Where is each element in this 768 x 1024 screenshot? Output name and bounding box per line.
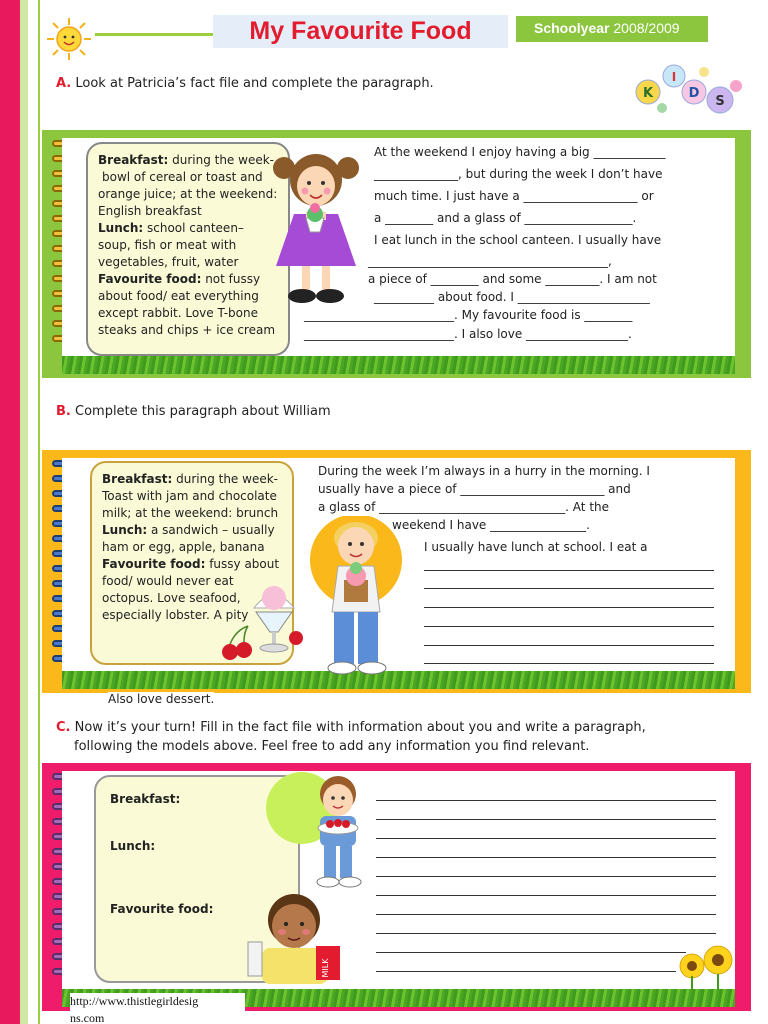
instruction-b-text: Complete this paragraph about William	[75, 404, 331, 419]
lunch-label: Lunch:	[110, 839, 156, 853]
milk-carton-label: MILK	[321, 958, 330, 978]
answer-line[interactable]	[376, 895, 716, 896]
paragraph-a-line-3: much time. I just have a ___________________ or	[374, 189, 654, 203]
answer-line[interactable]	[376, 914, 716, 915]
instruction-c-letter: C.	[56, 720, 71, 735]
paragraph-a-line-7: a piece of ________ and some _________. I am not	[368, 272, 657, 286]
answer-line[interactable]	[376, 971, 676, 972]
title-banner	[213, 15, 508, 48]
paragraph-a-line-8: __________ about food. I ______________________	[374, 290, 650, 304]
answer-line[interactable]	[376, 819, 716, 820]
kids-letter-i: I	[671, 70, 677, 84]
favourite-food-text: not fussy about food/ eat everything except rabbit. Love T-bone steaks and chips + ice cream	[98, 272, 276, 337]
instruction-a-letter: A.	[56, 76, 72, 91]
answer-line[interactable]	[424, 645, 714, 646]
breakfast-label: Breakfast:	[98, 153, 169, 167]
breakfast-detail: Toast with jam and chocolate milk; at the weekend: brunch	[102, 489, 279, 520]
paragraph-a-line-1: At the weekend I enjoy having a big ____________	[374, 145, 666, 159]
paragraph-b-line-1: During the week I’m always in a hurry in the morning. I	[318, 464, 650, 478]
paragraph-b	[318, 462, 650, 534]
paragraph-a-end	[304, 306, 632, 344]
favourite-food-label: Favourite food:	[102, 557, 206, 571]
paragraph-a-line-10: _________________________. I also love _________________.	[304, 327, 632, 341]
fact-file-overflow-text: Also love dessert.	[108, 692, 215, 706]
sun-icon	[44, 16, 94, 62]
instruction-b-letter: B.	[56, 404, 71, 419]
paragraph-b-line-5: I usually have lunch at school. I eat a	[424, 540, 648, 554]
paragraph-a	[374, 141, 665, 251]
source-credit-link[interactable]	[70, 993, 245, 1024]
breakfast-label: Breakfast:	[110, 792, 181, 806]
schoolyear-value: 2008/2009	[613, 20, 680, 36]
answer-line[interactable]	[424, 570, 714, 571]
answer-line[interactable]	[376, 933, 716, 934]
instruction-c-text-2: following the models above. Feel free to add any information you find relevant.	[74, 739, 590, 754]
paragraph-a-line-2: ______________, but during the week I don’t have	[374, 167, 663, 181]
kids-letter-d: D	[688, 86, 700, 101]
answer-line[interactable]	[424, 607, 714, 608]
favourite-food-text: fussy about food/ would never eat octopus. Love seafood, especially lobster. A pity	[102, 557, 280, 622]
answer-line[interactable]	[424, 663, 714, 664]
paragraph-a-line-5: I eat lunch in the school canteen. I usually have	[374, 233, 662, 247]
breakfast-detail: bowl of cereal or toast and orange juice; at the weekend: English breakfast	[98, 170, 278, 218]
answer-line[interactable]	[376, 800, 716, 801]
left-green-strip	[20, 0, 28, 1024]
page-title: My Favourite Food	[249, 17, 472, 45]
answer-line[interactable]	[424, 588, 714, 589]
left-pink-strip	[0, 0, 20, 1024]
breakfast-label: Breakfast:	[102, 472, 173, 486]
instruction-a-text: Look at Patricia’s fact file and complete the paragraph.	[75, 76, 434, 91]
paragraph-a-line-9: _________________________. My favourite food is ________	[304, 308, 633, 322]
boy-with-cake-illustration	[310, 516, 404, 676]
kids-letter-s: S	[715, 94, 725, 109]
header-divider	[95, 33, 220, 36]
kids-logo	[632, 62, 744, 122]
instruction-c-text-1: Now it’s your turn! Fill in the fact file with information about you and write a paragraph,	[74, 720, 646, 735]
answer-line[interactable]	[376, 952, 686, 953]
schoolyear-label: Schoolyear	[534, 20, 610, 36]
flowers-icon	[676, 944, 738, 990]
answer-line[interactable]	[376, 857, 716, 858]
paragraph-b-line-2: usually have a piece of ________________________ and	[318, 482, 631, 496]
girl-with-cherries-illustration	[258, 770, 374, 894]
girl-with-ice-cream-illustration	[266, 146, 366, 312]
credit-line-1: http://www.thistlegirldesig	[70, 994, 199, 1008]
schoolyear-badge	[516, 16, 708, 42]
boy-with-milk-illustration	[240, 890, 352, 986]
favourite-food-label: Favourite food:	[98, 272, 202, 286]
breakfast-text: during the week-	[172, 472, 278, 486]
fact-file-patricia	[86, 142, 290, 356]
answer-line[interactable]	[376, 876, 716, 877]
paragraph-b-line-3: a glass of _______________________________. At the	[318, 500, 610, 514]
lunch-text: school canteen– soup, fish or meat with vegetables, fruit, water	[98, 221, 244, 269]
lunch-label: Lunch:	[98, 221, 144, 235]
lunch-label: Lunch:	[102, 523, 148, 537]
sundae-illustration	[214, 572, 306, 664]
paragraph-a-line-6: ________________________________________,	[368, 254, 612, 268]
instruction-a	[56, 76, 434, 91]
paragraph-a-line-4: a ________ and a glass of __________________.	[374, 211, 637, 225]
grass-strip	[62, 356, 735, 374]
credit-line-2: ns.com	[70, 1011, 105, 1024]
favourite-food-label: Favourite food:	[110, 902, 214, 916]
lunch-text: a sandwich – usually ham or egg, apple, banana	[102, 523, 275, 554]
paragraph-a-continued	[368, 252, 657, 306]
kids-letter-k: K	[642, 86, 654, 101]
answer-line[interactable]	[424, 626, 714, 627]
paragraph-b-line-4: weekend I have ________________.	[392, 518, 590, 532]
breakfast-text: during the week-	[168, 153, 274, 167]
answer-line[interactable]	[376, 838, 716, 839]
instruction-c	[56, 718, 646, 756]
instruction-b	[56, 404, 331, 419]
left-margin-line	[38, 0, 40, 1024]
